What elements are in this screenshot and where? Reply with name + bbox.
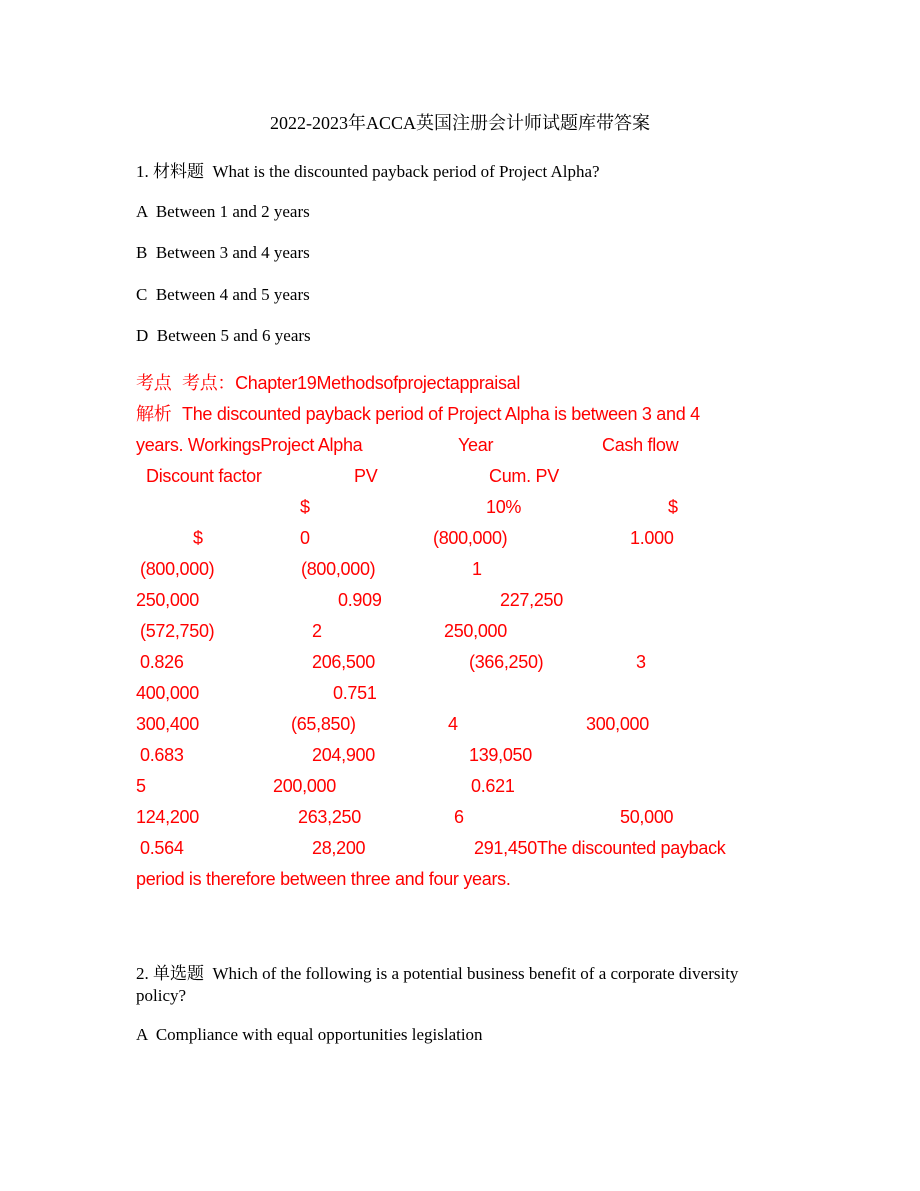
analysis-cell: Year: [458, 435, 494, 455]
analysis-line: [136, 554, 482, 585]
keypoint-label: 考点: [136, 373, 172, 393]
analysis-cell: 263,250: [298, 807, 361, 827]
option-c: C Between 4 and 5 years: [136, 285, 310, 304]
analysis-cell: 0.621: [471, 776, 515, 796]
analysis-cell: $: [300, 497, 310, 517]
analysis-cell: 5: [136, 776, 146, 796]
option-a: A Between 1 and 2 years: [136, 202, 310, 221]
analysis-line: [136, 740, 532, 771]
analysis-cell: 0.564: [140, 838, 184, 858]
analysis-cell: 204,900: [312, 745, 375, 765]
analysis-line: [136, 616, 507, 647]
analysis-cell: years. WorkingsProject Alpha: [136, 435, 363, 455]
analysis-cell: (800,000): [140, 559, 215, 579]
analysis-cell: 0: [300, 528, 310, 548]
question-2-stem: 2. 单选题 Which of the following is a potential business benefit of a corporate diversity: [136, 964, 739, 983]
analysis-cell: 206,500: [312, 652, 375, 672]
option-a: A Compliance with equal opportunities legislation: [136, 1025, 483, 1044]
analysis-cell: 300,000: [586, 714, 649, 734]
analysis-line: [136, 647, 646, 678]
analysis-line: [136, 492, 678, 523]
analysis-cell: period is therefore between three and four years.: [136, 869, 511, 889]
analysis-cell: PV: [354, 466, 378, 486]
analysis-cell: 0.751: [333, 683, 377, 703]
analysis-line: [136, 833, 726, 864]
analysis-cell: (800,000): [433, 528, 508, 548]
analysis-cell: 227,250: [500, 590, 563, 610]
analysis-cell: 1: [472, 559, 482, 579]
option-b: B Between 3 and 4 years: [136, 243, 310, 262]
analysis-line: [136, 864, 511, 895]
analysis-cell: 2: [312, 621, 322, 641]
analysis-cell: (65,850): [291, 714, 356, 734]
analysis-line: [136, 523, 674, 554]
keypoint-text: 考点：Chapter19Methodsofprojectappraisal: [182, 373, 521, 393]
analysis-line: [136, 678, 377, 709]
question-2-stem-continued: policy?: [136, 986, 187, 1005]
analysis-cell: 50,000: [620, 807, 674, 827]
analysis-cell: $: [193, 528, 203, 548]
analysis-cell: 139,050: [469, 745, 532, 765]
analysis-cell: 3: [636, 652, 646, 672]
analysis-cell: 28,200: [312, 838, 366, 858]
analysis-cell: 291,450The discounted payback: [474, 838, 726, 858]
analysis-cell: 4: [448, 714, 458, 734]
analysis-cell: 250,000: [136, 590, 199, 610]
analysis-cell: (572,750): [140, 621, 215, 641]
analysis-cell: 200,000: [273, 776, 336, 796]
analysis-cell: 300,400: [136, 714, 199, 734]
analysis-cell: 0.826: [140, 652, 184, 672]
answer-analysis: [136, 368, 796, 908]
option-d: D Between 5 and 6 years: [136, 326, 311, 345]
analysis-cell: 6: [454, 807, 464, 827]
analysis-line: [136, 430, 679, 461]
analysis-cell: 10%: [486, 497, 522, 517]
analysis-cell: Discount factor: [146, 466, 262, 486]
analysis-cell: 250,000: [444, 621, 507, 641]
analysis-cell: 0.683: [140, 745, 184, 765]
analysis-cell: 1.000: [630, 528, 674, 548]
keypoint-line: [136, 368, 521, 399]
analysis-text: The discounted payback period of Project Alpha is between 3 and 4: [182, 404, 700, 424]
analysis-cell: Cash flow: [602, 435, 679, 455]
analysis-line: [136, 709, 649, 740]
analysis-cell: 124,200: [136, 807, 199, 827]
analysis-cell: (366,250): [469, 652, 544, 672]
analysis-cell: 400,000: [136, 683, 199, 703]
analysis-cell: Cum. PV: [489, 466, 559, 486]
analysis-cell: (800,000): [301, 559, 376, 579]
analysis-line: [136, 802, 674, 833]
analysis-line: [136, 461, 559, 492]
analysis-cell: 0.909: [338, 590, 382, 610]
analysis-line: [136, 399, 700, 430]
analysis-label: 解析: [136, 404, 172, 424]
document-title: 2022-2023年ACCA英国注册会计师试题库带答案: [269, 113, 650, 133]
question-1-stem: 1. 材料题 What is the discounted payback period of Project Alpha?: [136, 162, 600, 181]
analysis-cell: $: [668, 497, 678, 517]
analysis-line: [136, 585, 563, 616]
analysis-line: [136, 771, 515, 802]
